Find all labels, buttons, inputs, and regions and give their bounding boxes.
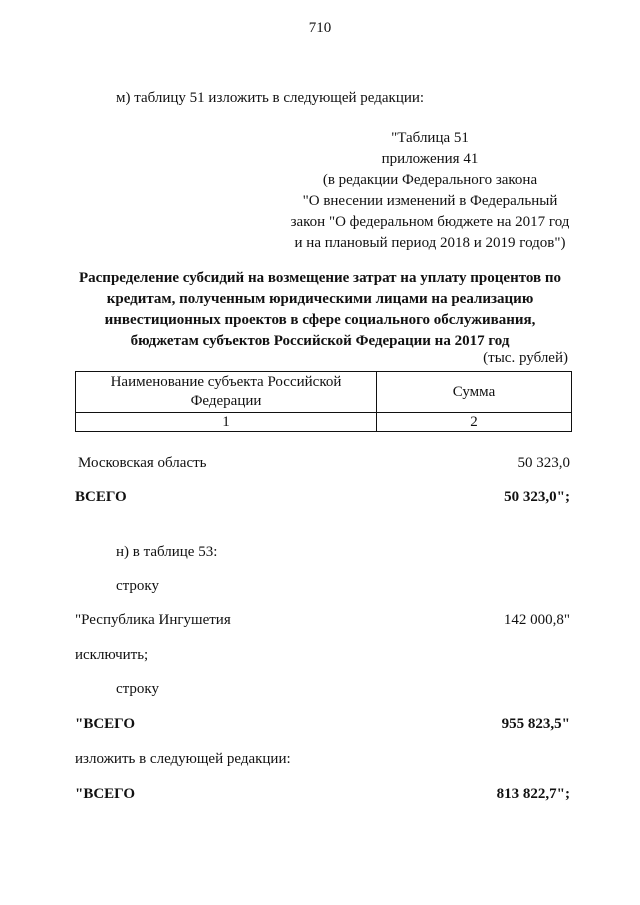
row-total-label: ВСЕГО [75,489,127,505]
table-reference-block [280,128,580,254]
column-number-1: 1 [76,413,377,432]
title-line: бюджетам субъектов Российской Федерации на 2017 год [130,333,510,349]
row-total2-value: 955 823,5" [501,716,570,732]
distribution-table [75,371,572,432]
page-number: 710 [308,20,332,36]
reference-line: приложения 41 [381,151,479,167]
row-word-stroku-2: строку [116,681,159,697]
reference-line: "О внесении изменений в Федеральный [302,193,558,209]
reference-line: (в редакции Федерального закона [322,172,538,188]
title-line: инвестиционных проектов в сфере социального обслуживания, [104,312,536,328]
row-total3-label: "ВСЕГО [75,786,136,802]
column-number-2: 2 [377,413,572,432]
unit-label: (тыс. рублей) [483,350,568,366]
document-title [60,268,580,352]
header-subject-line1: Наименование субъекта Российской [110,374,342,390]
amendment-intro: м) таблицу 51 изложить в следующей редакции: [116,90,425,106]
table-column-number-row [76,413,572,432]
title-line: кредитам, полученным юридическими лицами на реализацию [106,291,534,307]
row-word-stroku: строку [116,578,159,594]
reference-line: и на плановый период 2018 и 2019 годов") [294,235,566,251]
reference-line: закон "О федеральном бюджете на 2017 год [290,214,570,230]
title-line: Распределение субсидий на возмещение затрат на уплату процентов по [78,270,562,286]
row-restate-text: изложить в следующей редакции: [75,751,291,767]
reference-line: "Таблица 51 [391,130,469,146]
row-total-value: 50 323,0"; [504,489,570,505]
header-subject-line2: Федерации [190,393,262,409]
row-moscow-name: Московская область [78,455,207,471]
table-header-row [76,372,572,413]
row-moscow-value: 50 323,0 [517,455,570,471]
header-amount: Сумма [377,372,572,413]
row-total3-value: 813 822,7"; [496,786,570,802]
header-subject-name [76,372,377,413]
row-ingush-value: 142 000,8" [503,612,570,628]
row-ingush-name: "Республика Ингушетия [75,612,231,628]
row-total2-label: "ВСЕГО [75,716,136,732]
row-exclude-text: исключить; [75,647,149,663]
amendment-item-n: н) в таблице 53: [116,544,218,560]
